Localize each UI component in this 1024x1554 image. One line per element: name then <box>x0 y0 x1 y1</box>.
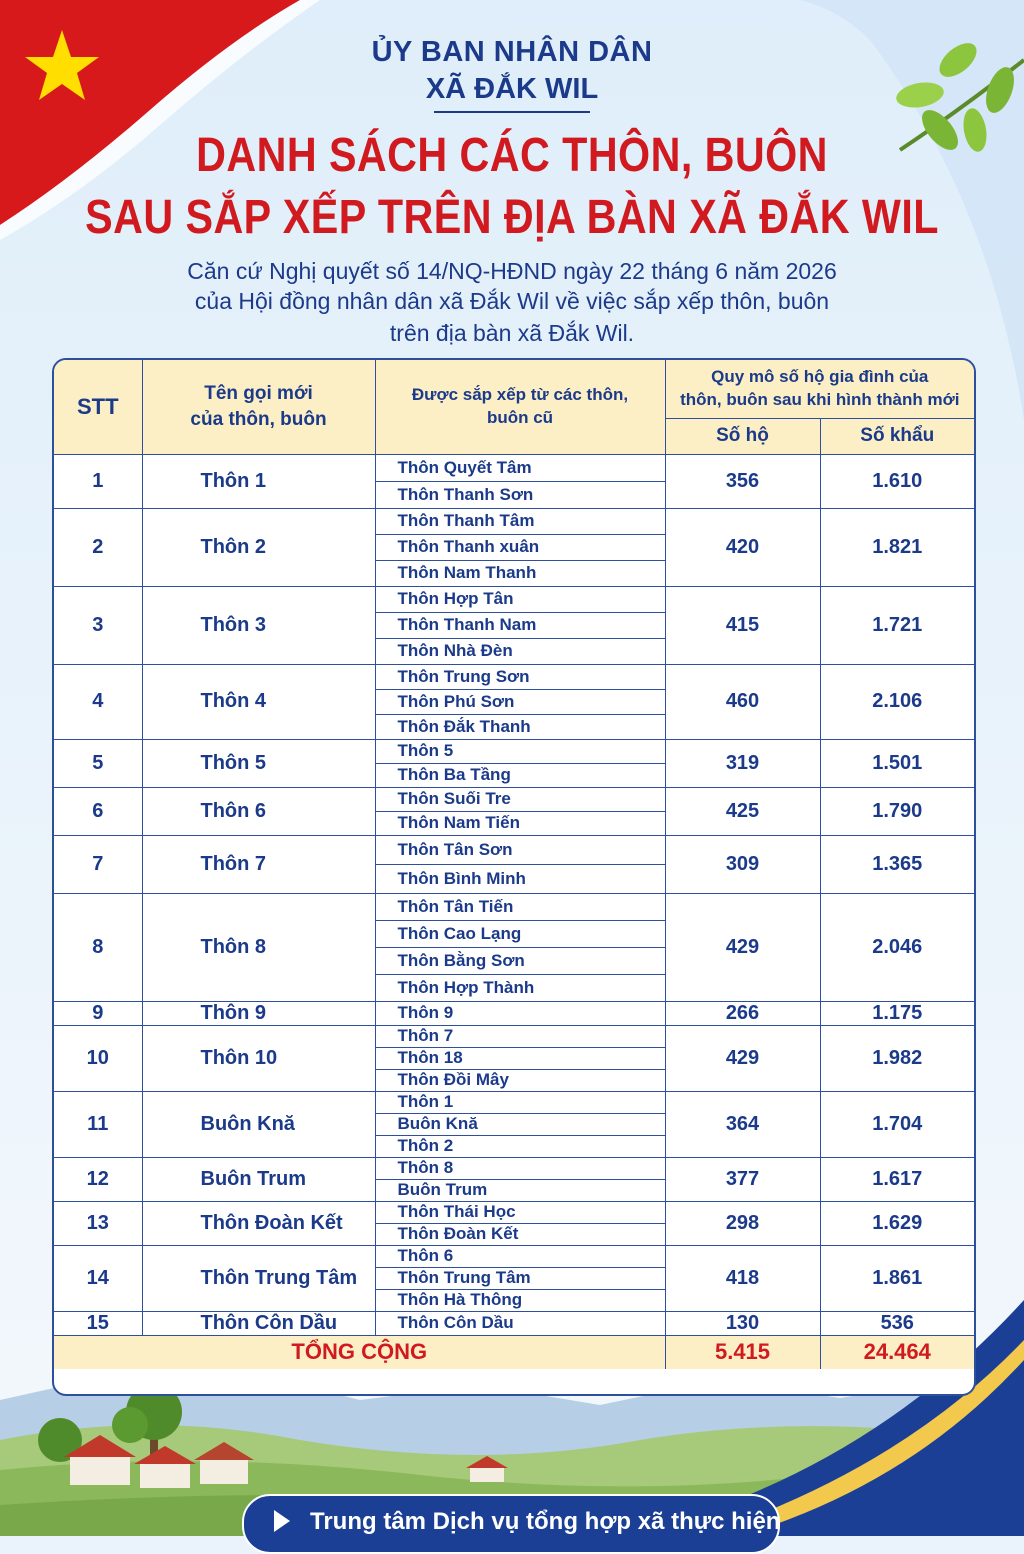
row-households: 356 <box>665 454 820 508</box>
header-people: Số khẩu <box>820 418 974 454</box>
row-old-unit: Thôn Nam Tiến <box>375 811 665 835</box>
row-households: 298 <box>665 1201 820 1245</box>
row-stt: 12 <box>54 1157 142 1201</box>
org-name-line1: ỦY BAN NHÂN DÂN <box>371 36 653 68</box>
header-scale <box>665 360 974 418</box>
row-old-unit: Thôn Cao Lạng <box>375 920 665 947</box>
subtitle-line1: Căn cứ Nghị quyết số 14/NQ-HĐND ngày 22 tháng 6 năm 2026 <box>187 258 837 284</box>
table-row <box>54 1311 974 1335</box>
row-old-unit: Thôn Thanh Nam <box>375 612 665 638</box>
row-new-name: Thôn 8 <box>142 893 375 1001</box>
table-row <box>54 787 974 811</box>
row-new-name: Thôn 3 <box>142 586 375 664</box>
total-label: TỔNG CỘNG <box>54 1335 665 1369</box>
row-new-name: Thôn 5 <box>142 739 375 787</box>
table-row <box>54 454 974 481</box>
header-new-name-line1: Tên gọi mới <box>204 383 313 405</box>
row-old-unit: Thôn 9 <box>375 1001 665 1025</box>
row-stt: 10 <box>54 1025 142 1091</box>
row-people: 1.501 <box>820 739 974 787</box>
total-people: 24.464 <box>820 1335 974 1369</box>
row-households: 319 <box>665 739 820 787</box>
row-old-unit: Thôn 1 <box>375 1091 665 1113</box>
row-old-unit: Thôn Đắk Thanh <box>375 714 665 739</box>
row-stt: 9 <box>54 1001 142 1025</box>
table-row <box>54 664 974 689</box>
header-old-units-line1: Được sắp xếp từ các thôn, <box>411 384 629 404</box>
row-households: 377 <box>665 1157 820 1201</box>
row-new-name: Buôn Knă <box>142 1091 375 1157</box>
row-stt: 11 <box>54 1091 142 1157</box>
header-new-name-line2: của thôn, buôn <box>190 408 327 430</box>
row-old-unit: Thôn Bình Minh <box>375 864 665 893</box>
row-households: 309 <box>665 835 820 893</box>
row-people: 1.790 <box>820 787 974 835</box>
row-old-unit: Thôn Nam Thanh <box>375 560 665 586</box>
row-new-name: Thôn 6 <box>142 787 375 835</box>
table-row <box>54 1201 974 1223</box>
row-old-unit: Thôn Bằng Sơn <box>375 947 665 974</box>
row-households: 460 <box>665 664 820 739</box>
row-new-name: Thôn 7 <box>142 835 375 893</box>
row-new-name: Thôn Trung Tâm <box>142 1245 375 1311</box>
row-people: 536 <box>820 1311 974 1335</box>
row-old-unit: Buôn Knă <box>375 1113 665 1135</box>
row-people: 1.629 <box>820 1201 974 1245</box>
play-icon <box>274 1510 290 1532</box>
page-title-line1: DANH SÁCH CÁC THÔN, BUÔN <box>196 129 828 182</box>
row-people: 1.617 <box>820 1157 974 1201</box>
row-stt: 13 <box>54 1201 142 1245</box>
row-people: 1.982 <box>820 1025 974 1091</box>
row-stt: 5 <box>54 739 142 787</box>
table-row <box>54 1001 974 1025</box>
row-old-unit: Thôn Nhà Đèn <box>375 638 665 664</box>
row-stt: 8 <box>54 893 142 1001</box>
row-households: 415 <box>665 586 820 664</box>
row-old-unit: Thôn Hà Thông <box>375 1289 665 1311</box>
row-old-unit: Thôn Trung Sơn <box>375 664 665 689</box>
row-old-unit: Thôn Thái Học <box>375 1201 665 1223</box>
row-people: 1.365 <box>820 835 974 893</box>
table-row <box>54 835 974 864</box>
header-stt: STT <box>54 360 142 454</box>
row-old-unit: Thôn Thanh Tâm <box>375 508 665 534</box>
row-old-unit: Thôn Tân Sơn <box>375 835 665 864</box>
row-old-unit: Thôn 6 <box>375 1245 665 1267</box>
subtitle-line3: trên địa bàn xã Đắk Wil. <box>389 320 635 346</box>
org-underline <box>434 111 590 113</box>
row-people: 1.704 <box>820 1091 974 1157</box>
row-households: 418 <box>665 1245 820 1311</box>
row-stt: 15 <box>54 1311 142 1335</box>
subtitle-line2: của Hội đồng nhân dân xã Đắk Wil về việc sắp xếp thôn, buôn <box>194 288 830 314</box>
table-row <box>54 893 974 920</box>
row-old-unit: Buôn Trum <box>375 1179 665 1201</box>
row-people: 1.821 <box>820 508 974 586</box>
table-row <box>54 508 974 534</box>
village-table <box>52 358 976 1396</box>
row-people: 2.106 <box>820 664 974 739</box>
row-old-unit: Thôn Thanh Sơn <box>375 481 665 508</box>
row-new-name: Thôn Côn Dầu <box>142 1311 375 1335</box>
footer-banner-button[interactable] <box>242 1494 780 1554</box>
row-old-unit: Thôn Hợp Tân <box>375 586 665 612</box>
table-row <box>54 1157 974 1179</box>
row-old-unit: Thôn 8 <box>375 1157 665 1179</box>
table-row <box>54 1091 974 1113</box>
row-households: 130 <box>665 1311 820 1335</box>
row-new-name: Thôn 2 <box>142 508 375 586</box>
row-old-unit: Thôn Hợp Thành <box>375 974 665 1001</box>
row-households: 429 <box>665 1025 820 1091</box>
header-old-units <box>375 360 665 454</box>
page-title-line2: SAU SẮP XẾP TRÊN ĐỊA BÀN XÃ ĐẮK WIL <box>85 191 939 244</box>
table-row <box>54 1245 974 1267</box>
row-stt: 7 <box>54 835 142 893</box>
header-households: Số hộ <box>665 418 820 454</box>
row-people: 1.721 <box>820 586 974 664</box>
row-stt: 6 <box>54 787 142 835</box>
header-scale-line2: thôn, buôn sau khi hình thành mới <box>680 389 960 409</box>
total-households: 5.415 <box>665 1335 820 1369</box>
header-old-units-line2: buôn cũ <box>486 407 554 427</box>
row-new-name: Thôn 4 <box>142 664 375 739</box>
row-people: 1.175 <box>820 1001 974 1025</box>
row-people: 1.861 <box>820 1245 974 1311</box>
row-old-unit: Thôn 18 <box>375 1047 665 1069</box>
row-old-unit: Thôn Tân Tiến <box>375 893 665 920</box>
footer-banner-label: Trung tâm Dịch vụ tổng hợp xã thực hiện <box>310 1508 781 1535</box>
header-scale-line1: Quy mô số hộ gia đình của <box>711 366 929 386</box>
row-people: 2.046 <box>820 893 974 1001</box>
row-people: 1.610 <box>820 454 974 508</box>
table-row <box>54 586 974 612</box>
row-old-unit: Thôn Thanh xuân <box>375 534 665 560</box>
row-old-unit: Thôn Côn Dầu <box>375 1311 665 1335</box>
row-stt: 2 <box>54 508 142 586</box>
row-old-unit: Thôn 2 <box>375 1135 665 1157</box>
row-stt: 3 <box>54 586 142 664</box>
row-stt: 1 <box>54 454 142 508</box>
header-new-name <box>142 360 375 454</box>
row-stt: 14 <box>54 1245 142 1311</box>
row-households: 420 <box>665 508 820 586</box>
row-old-unit: Thôn Đoàn Kết <box>375 1223 665 1245</box>
row-old-unit: Thôn Ba Tầng <box>375 763 665 787</box>
table-row <box>54 739 974 763</box>
row-new-name: Thôn 10 <box>142 1025 375 1091</box>
row-households: 429 <box>665 893 820 1001</box>
row-stt: 4 <box>54 664 142 739</box>
org-name-line2: XÃ ĐẮK WIL <box>425 73 599 105</box>
row-old-unit: Thôn Trung Tâm <box>375 1267 665 1289</box>
row-old-unit: Thôn 7 <box>375 1025 665 1047</box>
row-new-name: Thôn 1 <box>142 454 375 508</box>
row-old-unit: Thôn Đồi Mây <box>375 1069 665 1091</box>
table-row <box>54 1025 974 1047</box>
row-old-unit: Thôn Phú Sơn <box>375 689 665 714</box>
row-new-name: Thôn Đoàn Kết <box>142 1201 375 1245</box>
row-old-unit: Thôn Quyết Tâm <box>375 454 665 481</box>
row-old-unit: Thôn 5 <box>375 739 665 763</box>
row-households: 425 <box>665 787 820 835</box>
row-old-unit: Thôn Suối Tre <box>375 787 665 811</box>
row-new-name: Buôn Trum <box>142 1157 375 1201</box>
row-households: 364 <box>665 1091 820 1157</box>
row-new-name: Thôn 9 <box>142 1001 375 1025</box>
row-households: 266 <box>665 1001 820 1025</box>
